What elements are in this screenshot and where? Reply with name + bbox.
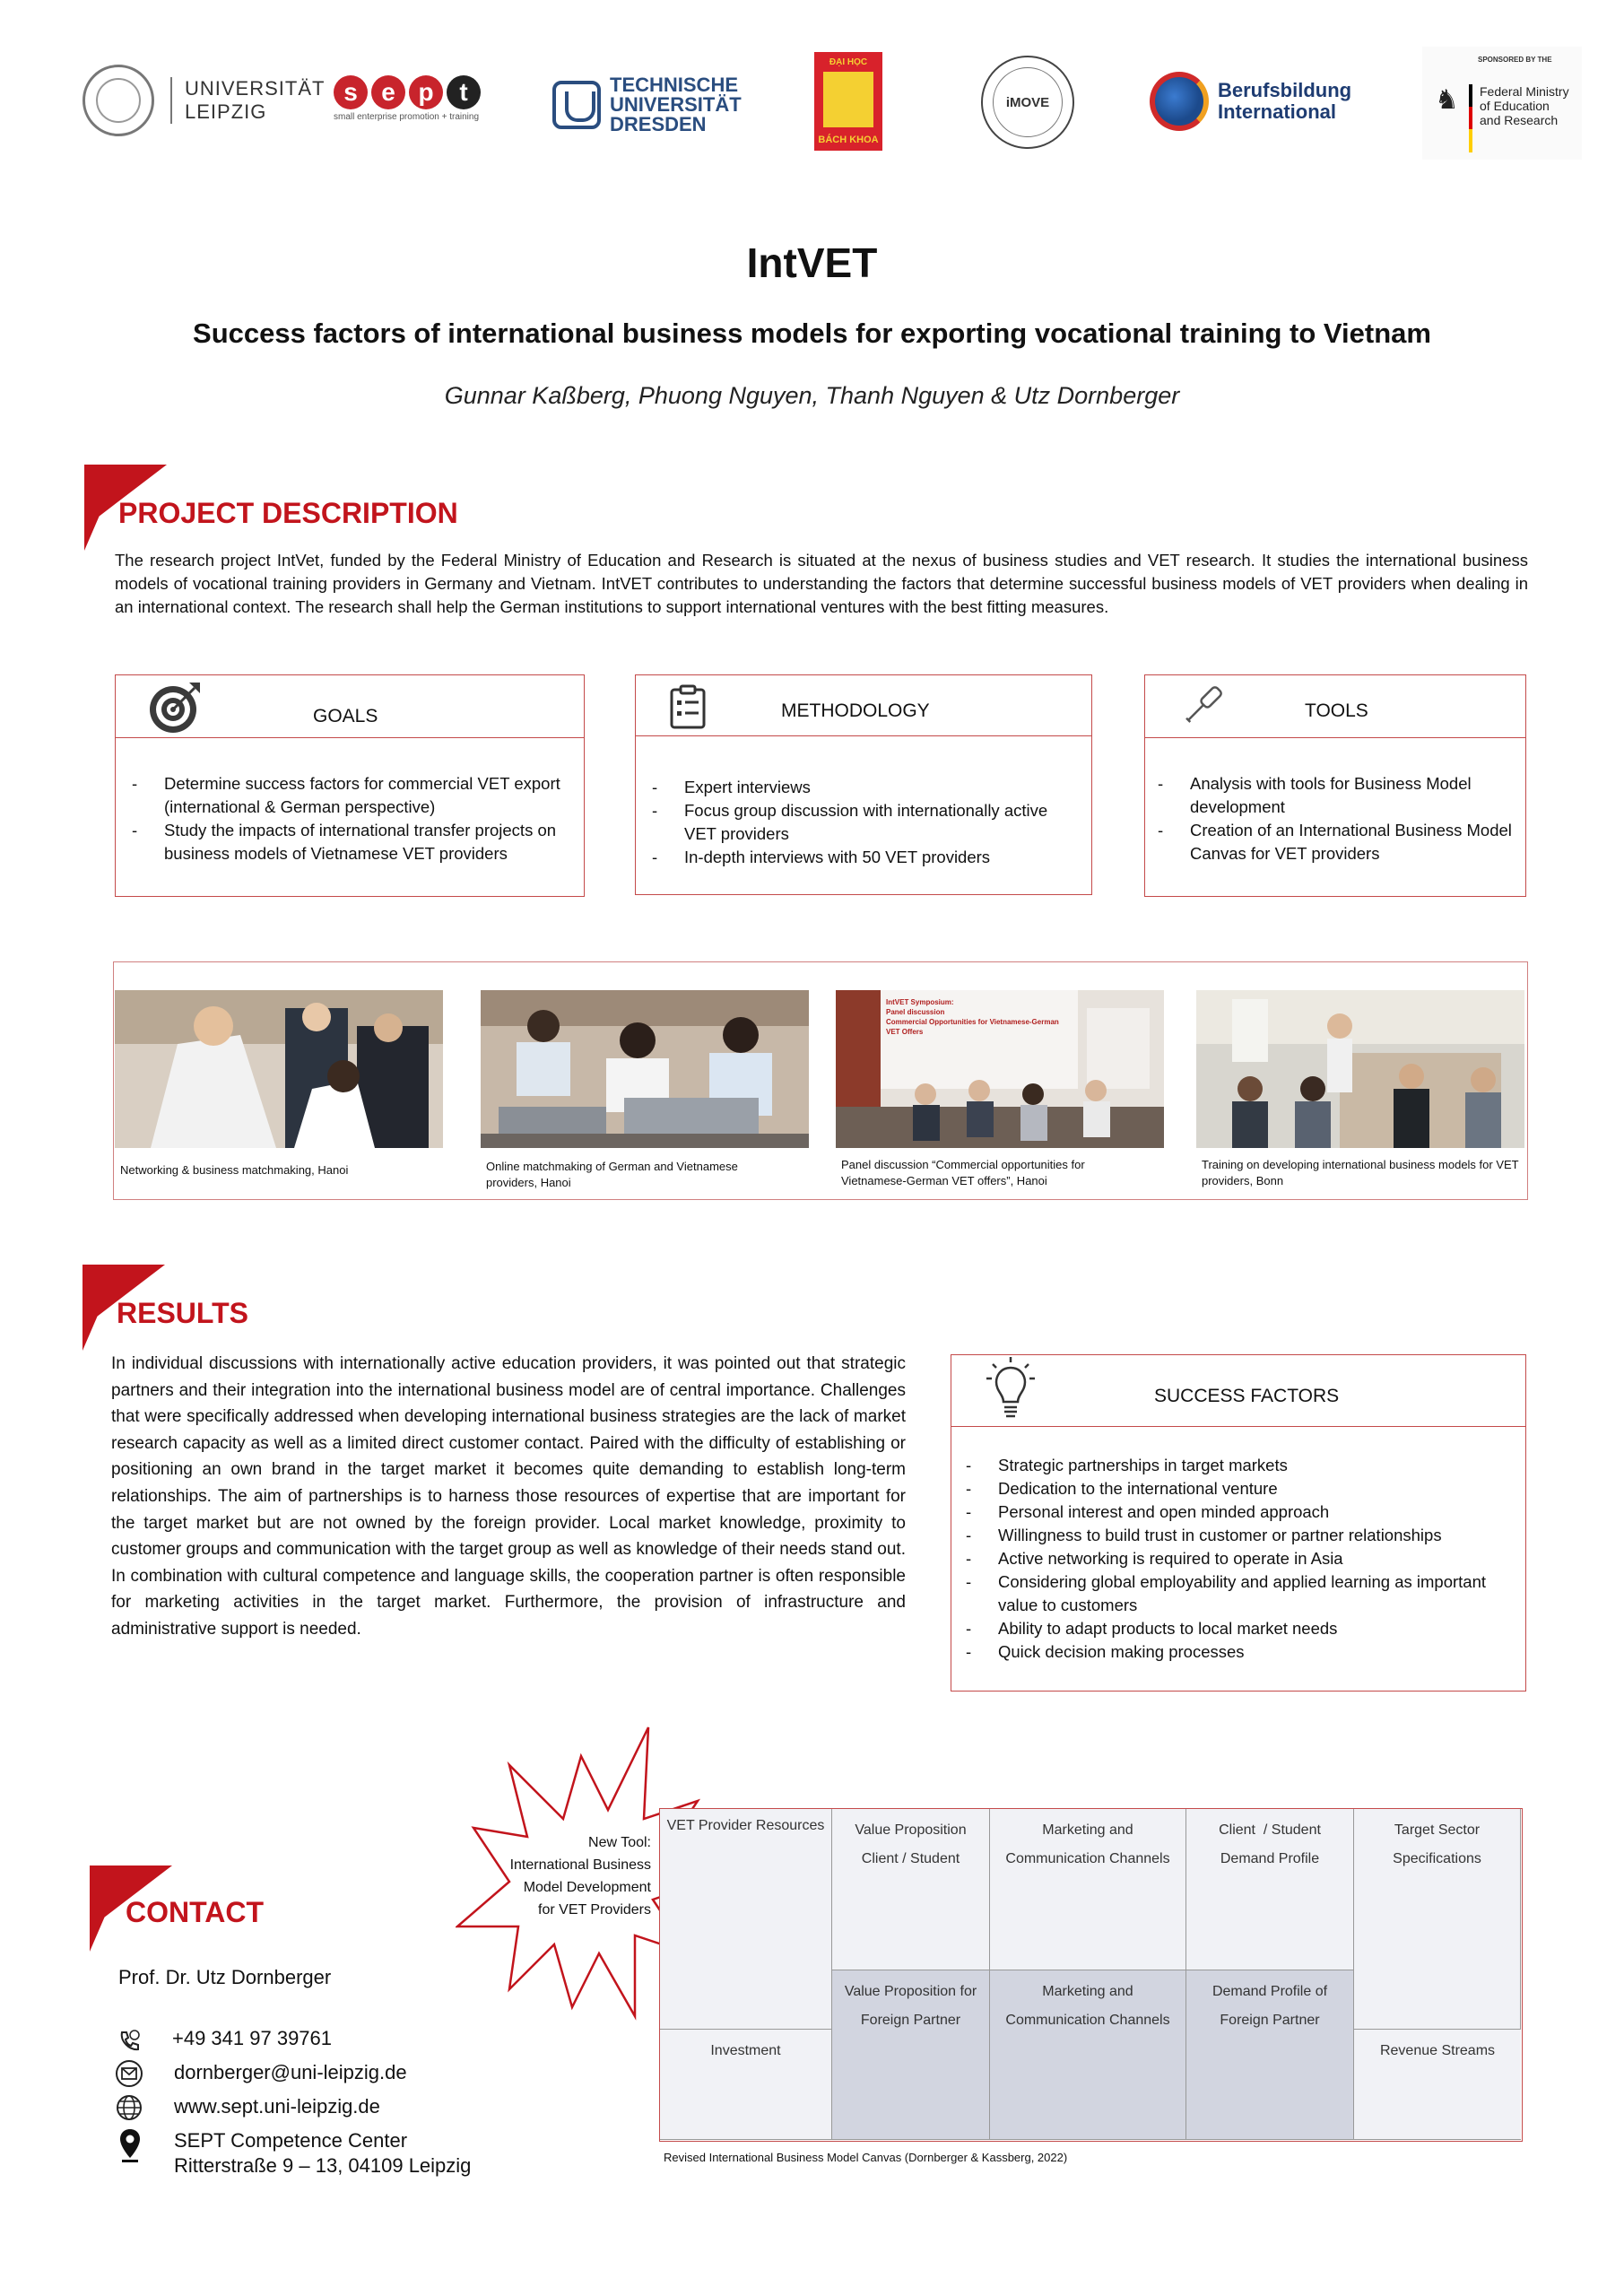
- page-title: IntVET: [746, 239, 878, 286]
- berufsbildung-international-logo: [1150, 72, 1351, 131]
- email-icon: [115, 2059, 143, 2088]
- photo-caption: Panel discussion “Commercial opportunities for Vietnamese-German VET offers”, Hanoi: [841, 1158, 1085, 1187]
- contact-address-line1: SEPT Competence Center: [174, 2129, 408, 2152]
- contact-name: Prof. Dr. Utz Dornberger: [118, 1966, 332, 1988]
- success-factors-list: [966, 1454, 1504, 1664]
- contact-email[interactable]: dornberger@uni-leipzig.de: [174, 2061, 407, 2083]
- bach-khoa-top-text: ĐẠI HỌC: [829, 57, 868, 67]
- networking-photo: [115, 990, 443, 1148]
- uni-leipzig-wordmark: UNIVERSITÄT LEIPZIG: [170, 77, 325, 124]
- list-item: - Expert interviews: [652, 776, 1073, 799]
- bmbf-logo: [1422, 47, 1582, 160]
- canvas-cell-revenue: Revenue Streams: [1354, 2030, 1521, 2140]
- list-item: - Study the impacts of international transfer projects on business models of Vietnamese VET providers: [132, 819, 571, 865]
- list-item: - Ability to adapt products to local market needs: [966, 1617, 1504, 1640]
- sept-letter: p: [409, 75, 443, 109]
- canvas-cell-value-proposition-client: Value Proposition Client / Student: [832, 1809, 990, 1970]
- list-item: - Strategic partnerships in target markets: [966, 1454, 1504, 1477]
- results-text: In individual discussions with internationally active education providers, it was pointed out that strategic partners and their integration into the international business model are of central importance. Challenges that were specifically addressed when developing international business strategies are the lack of market research capacity as well as a limited direct customer contact. Paired with the difficulty of establishing or positioning an own brand in the target market it becomes quite demanding to establish long-term relationships. The aim of partnerships is to harness those resources of expertise that are important for the target market but are not owned by the foreign provider. Local market knowledge, proximity to customer groups and communication with the target group as well as knowledge of their needs stand out. In combination with cultural competence and language skills, the cooperation partner is often responsible for marketing activities in the target market. Furthermore, the provision of infrastructure and administrative support is needed.: [111, 1354, 906, 1639]
- methodology-list: [652, 776, 1073, 869]
- success-factors-title: SUCCESS FACTORS: [1154, 1386, 1340, 1406]
- results-heading: RESULTS: [117, 1297, 248, 1329]
- imove-wordmark: iMOVE: [993, 67, 1063, 137]
- eagle-icon: ♞: [1435, 85, 1459, 115]
- list-item: - Determine success factors for commercial VET export (international & German perspective): [132, 772, 571, 819]
- list-item: - Analysis with tools for Business Model development: [1158, 772, 1516, 819]
- photo-caption: Online matchmaking of German and Vietnamese providers, Hanoi: [486, 1160, 738, 1189]
- methodology-box: [635, 674, 1092, 895]
- canvas-cell-target-sector: Target Sector Specifications: [1354, 1809, 1521, 2030]
- online-matchmaking-photo: [481, 990, 809, 1148]
- tu-dresden-mark-icon: [552, 81, 601, 129]
- list-item: - Dedication to the international venture: [966, 1477, 1504, 1500]
- goals-title: GOALS: [313, 706, 378, 726]
- german-flag-icon: [1469, 84, 1472, 152]
- globe-icon: [1150, 72, 1209, 131]
- canvas-cell-marketing-partner: Marketing and Communication Channels: [990, 1970, 1186, 2140]
- bmbf-name: Federal Ministry of Education and Research: [1480, 84, 1569, 127]
- tu-dresden-logo: [552, 75, 742, 135]
- screwdriver-icon: [1176, 681, 1228, 733]
- berufsbildung-wordmark: Berufsbildung International: [1218, 79, 1352, 123]
- imove-logo: [981, 56, 1074, 149]
- phone-icon: [117, 2029, 142, 2054]
- canvas-cell-marketing-client: Marketing and Communication Channels: [990, 1809, 1186, 1970]
- canvas-cell-vet-resources: VET Provider Resources: [660, 1809, 832, 2030]
- business-model-canvas: [659, 1808, 1523, 2142]
- bmbf-sponsored-label: SPONSORED BY THE: [1478, 56, 1552, 64]
- success-factors-box: [951, 1354, 1526, 1692]
- tu-dresden-wordmark: TECHNISCHE UNIVERSITÄT DRESDEN: [610, 74, 742, 135]
- contact-address-line2: Ritterstraße 9 – 13, 04109 Leipzig: [174, 2154, 472, 2177]
- contact-website[interactable]: www.sept.uni-leipzig.de: [174, 2095, 380, 2118]
- list-item: - In-depth interviews with 50 VET providers: [652, 846, 1073, 869]
- bach-khoa-text: BÁCH KHOA: [818, 135, 879, 145]
- authors: Gunnar Kaßberg, Phuong Nguyen, Thanh Nguyen & Utz Dornberger: [444, 382, 1180, 409]
- slide-text: IntVET Symposium: Panel discussion Commercial Opportunities for Vietnamese-German VET Offers: [886, 998, 1059, 1036]
- canvas-caption: Revised International Business Model Canvas (Dornberger & Kassberg, 2022): [664, 2151, 1068, 2164]
- tools-box: [1144, 674, 1526, 897]
- panel-discussion-photo: [836, 990, 1164, 1148]
- location-pin-icon: [118, 2127, 142, 2163]
- list-item: - Active networking is required to operate in Asia: [966, 1547, 1504, 1570]
- goals-box: [115, 674, 585, 897]
- sept-letter: e: [371, 75, 405, 109]
- goals-list: [132, 772, 571, 865]
- project-description-heading: PROJECT DESCRIPTION: [118, 497, 458, 529]
- sept-wordmark: [334, 75, 481, 109]
- bach-khoa-emblem-icon: [823, 72, 873, 127]
- sept-tagline: small enterprise promotion + training: [334, 112, 480, 122]
- uni-leipzig-logo: [83, 65, 325, 136]
- tools-list: [1158, 772, 1516, 865]
- list-item: - Willingness to build trust in customer or partner relationships: [966, 1524, 1504, 1547]
- sept-logo: [334, 75, 481, 122]
- sept-letter: t: [447, 75, 481, 109]
- list-item: - Personal interest and open minded approach: [966, 1500, 1504, 1524]
- canvas-cell-value-proposition-partner: Value Proposition for Foreign Partner: [832, 1970, 990, 2140]
- target-icon: [148, 679, 204, 735]
- starburst-text: New Tool: International Business Model Development for VET Providers: [509, 1835, 651, 1918]
- canvas-cell-demand-partner: Demand Profile of Foreign Partner: [1186, 1970, 1354, 2140]
- training-photo: [1196, 990, 1524, 1148]
- project-description-text: The research project IntVet, funded by the Federal Ministry of Education and Research is situated at the nexus of business studies and VET research. It studies the international business models of vocational training providers in Germany and Vietnam. IntVET contributes to understanding the factors that determine successful business models of VET providers when dealing in an international context. The research shall help the German institutions to support international ventures with the best fitting measures.: [115, 551, 1528, 616]
- list-item: - Focus group discussion with internationally active VET providers: [652, 799, 1073, 846]
- tools-title: TOOLS: [1305, 700, 1368, 721]
- uni-leipzig-seal-icon: [83, 65, 154, 136]
- list-item: - Quick decision making processes: [966, 1640, 1504, 1664]
- contact-heading: CONTACT: [126, 1896, 265, 1928]
- contact-phone[interactable]: +49 341 97 39761: [172, 2027, 333, 2049]
- clipboard-icon: [670, 684, 706, 729]
- canvas-cell-demand-client: Client / Student Demand Profile: [1186, 1809, 1354, 1970]
- list-item: - Considering global employability and applied learning as important value to customers: [966, 1570, 1504, 1617]
- lightbulb-icon: [984, 1355, 1038, 1423]
- methodology-title: METHODOLOGY: [781, 700, 930, 721]
- globe-icon: [115, 2093, 143, 2122]
- photo-caption: Networking & business matchmaking, Hanoi: [120, 1163, 349, 1177]
- photo-caption: Training on developing international business models for VET providers, Bonn: [1202, 1158, 1519, 1187]
- sept-letter: s: [334, 75, 368, 109]
- page-subtitle: Success factors of international business models for exporting vocational training to Vietnam: [193, 317, 1431, 349]
- canvas-cell-investment: Investment: [660, 2030, 832, 2140]
- bach-khoa-logo: [814, 52, 882, 151]
- list-item: - Creation of an International Business Model Canvas for VET providers: [1158, 819, 1516, 865]
